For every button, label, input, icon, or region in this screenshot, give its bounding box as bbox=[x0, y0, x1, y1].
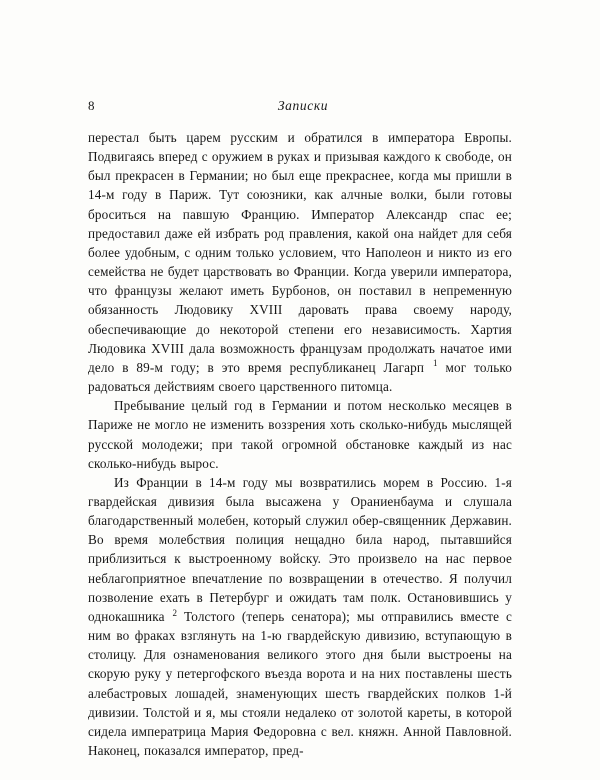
body-text-column bbox=[88, 128, 512, 760]
page-number: 8 bbox=[88, 98, 95, 113]
paragraph-text-continued: мог только радоваться действиям своего царственного питомца. bbox=[88, 359, 512, 395]
paragraph-text: Из Франции в 14-м году мы возвратились морем в Россию. 1-я гвардейская дивизия была высажена у Ораниенбаума и слушала благодарственный молебен, который служил обер-священник Державин. Во время молебствия полиция нещадно била народ, пытавшийся приблизиться к выстроенному войску. Это произвело на нас первое неблагоприятное впечатление по возвращении в отечество. Я получил позволение ехать в Петербург и ожидать там полк. Остановившись у однокашника bbox=[88, 474, 512, 624]
paragraph bbox=[88, 128, 512, 396]
page-header bbox=[88, 98, 512, 114]
footnote-marker[interactable]: 2 bbox=[172, 607, 178, 618]
paragraph bbox=[88, 473, 512, 760]
paragraph-text-continued: Толстого (теперь сенатора); мы отправились вместе с ним во фраках взглянуть на 1-ю гвардейскую дивизию, вступающую в столицу. Для ознаменования великого этого дня были выстроены на скорую руку у петергофского въезда ворота и на них поставлены шесть алебастровых лошадей, знаменующих шесть гвардейских полков 1-й дивизии. Толстой и я, мы стояли недалеко от золотой кареты, в которой сидела императрица Мария Федоровна с вел. княжн. Анной Павловной. Наконец, показался император, пред- bbox=[88, 608, 512, 758]
paragraph-text: Пребывание целый год в Германии и потом несколько месяцев в Париже не могло не изменить воззрения хоть сколько-нибудь мыслящей русской молодежи; при такой огромной обстановке каждый из нас сколько-нибудь вырос. bbox=[88, 398, 512, 471]
paragraph-text: перестал быть царем русским и обратился в императора Европы. Подвигаясь вперед с оружием в руках и призывая каждого к свободе, он был прекрасен в Германии; но был еще прекраснее, когда мы пришли в 14-м году в Париж. Тут союзники, как алчные волки, были готовы броситься на павшую Францию. Император Александр спас ее; предоставил даже ей избрать род правления, какой она найдет для себя более удобным, с одним только условием, что Наполеон и никто из его семейства не будет царствовать во Франции. Когда уверили императора, что французы желают иметь Бурбонов, он поставил в непременную обязанность Людовику XVIII даровать права своему народу, обеспечивающие до некоторой степени его независимость. Хартия Людовика XVIII дала возможность французам продолжать начатое ими дело в 89-м году; в это время республиканец Лагарп bbox=[88, 130, 512, 375]
paragraph bbox=[88, 396, 512, 473]
footnote-marker[interactable]: 1 bbox=[433, 358, 438, 369]
running-title: Записки bbox=[277, 98, 329, 113]
